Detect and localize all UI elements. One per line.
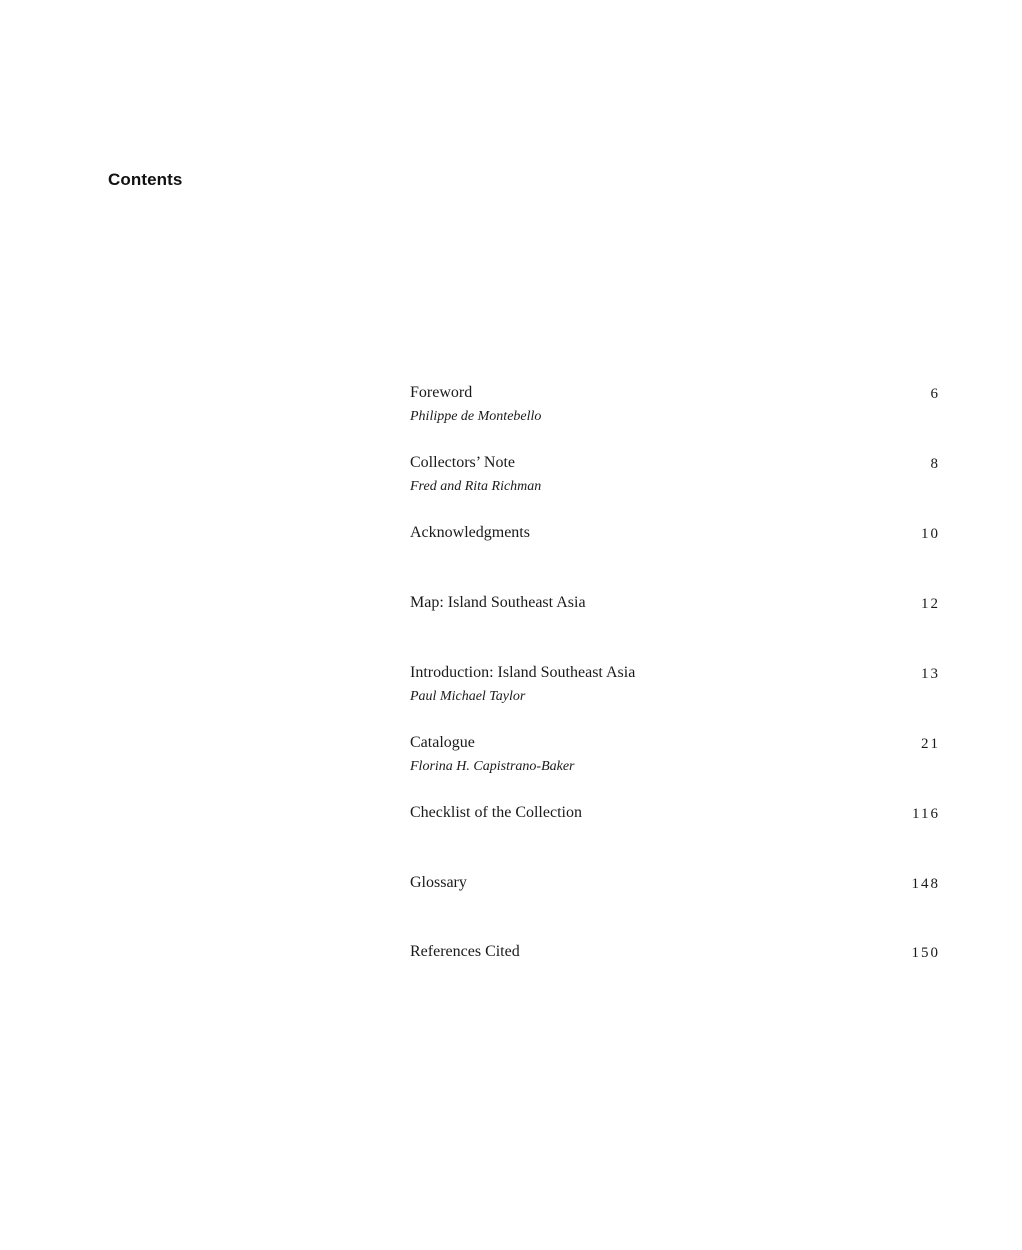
toc-entry-title: Foreword [410, 384, 473, 401]
toc-entry-title: Collectors’ Note [410, 454, 516, 471]
toc-entry-page-number: 6 [930, 386, 940, 402]
toc-entry-page-number: 116 [912, 806, 940, 822]
toc-entry-author: Philippe de Montebello [410, 409, 542, 424]
toc-entry-author: Paul Michael Taylor [410, 689, 526, 704]
toc-entry-page-number: 150 [911, 945, 940, 961]
page-title: Contents [108, 170, 183, 189]
toc-entry-page-number: 10 [921, 526, 940, 542]
toc-entry-title: Introduction: Island Southeast Asia [410, 664, 636, 681]
toc-entry-glossary[interactable] [410, 872, 942, 922]
toc-entry-foreword[interactable] [410, 382, 942, 432]
toc-entry-references[interactable] [410, 941, 942, 991]
toc-entry-title: Glossary [410, 874, 467, 891]
toc-entry-title: Catalogue [410, 734, 475, 751]
toc-entry-page-number: 21 [921, 736, 940, 752]
toc-entry-title: Checklist of the Collection [410, 804, 582, 821]
toc-entry-author: Florina H. Capistrano-Baker [410, 759, 575, 774]
toc-entry-title: Acknowledgments [410, 524, 530, 541]
toc-entry-author: Fred and Rita Richman [410, 479, 542, 494]
toc-entry-checklist[interactable] [410, 802, 942, 852]
toc-entry-map[interactable] [410, 592, 942, 642]
toc-entry-introduction[interactable] [410, 662, 942, 712]
toc-entry-page-number: 12 [921, 596, 940, 612]
toc-entry-collectors-note[interactable] [410, 452, 942, 502]
toc-entry-page-number: 13 [921, 666, 940, 682]
toc-entry-title: Map: Island Southeast Asia [410, 594, 586, 611]
toc-entry-page-number: 148 [911, 876, 940, 892]
toc-entry-title: References Cited [410, 943, 520, 960]
toc-entry-page-number: 8 [930, 456, 940, 472]
toc-entry-acknowledgments[interactable] [410, 522, 942, 572]
toc-entry-catalogue[interactable] [410, 732, 942, 782]
